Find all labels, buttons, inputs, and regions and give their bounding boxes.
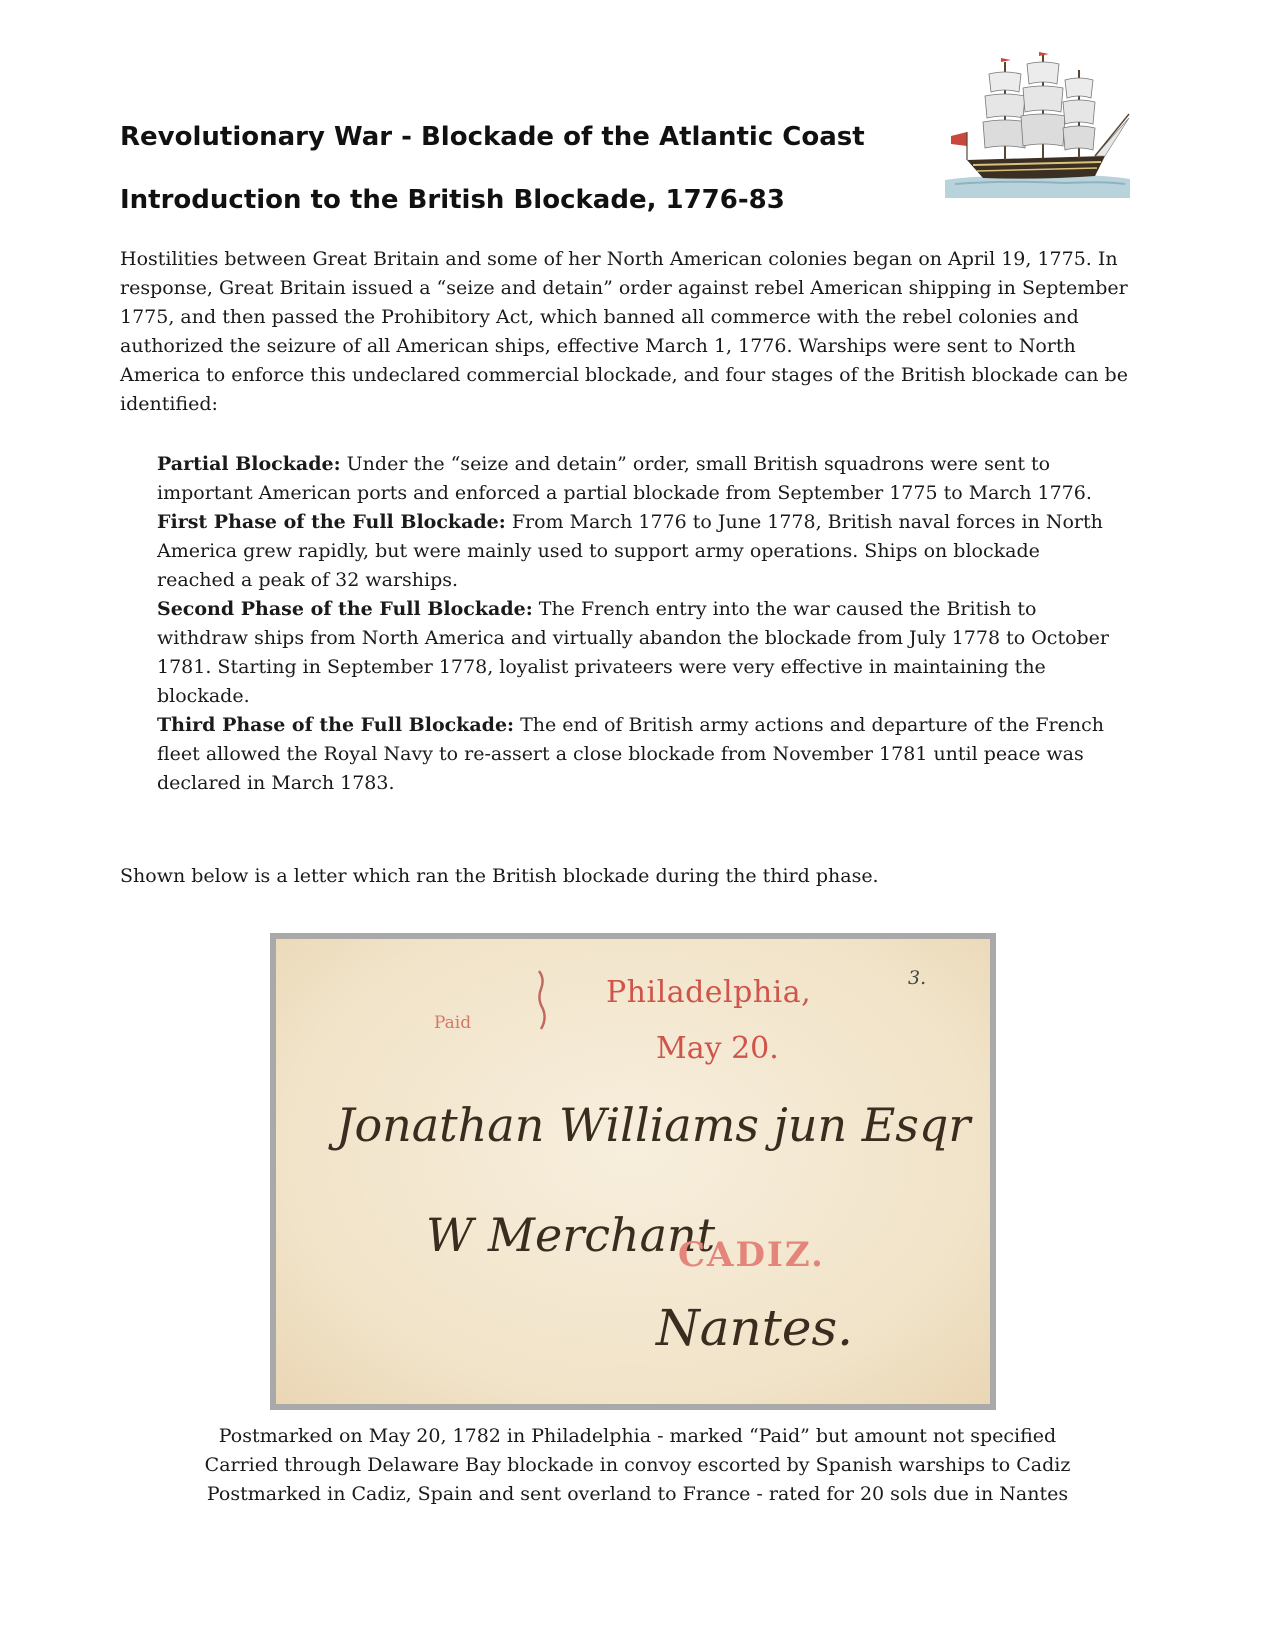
stage-heading: Partial Blockade: (157, 453, 341, 475)
stage-item (157, 450, 1117, 508)
intro-paragraph: Hostilities between Great Britain and some of her North American colonies began on April 19, 1775. In response, Great Britain issued a “seize and detain” order against rebel American shipping in September 1775, and then passed the Prohibitory Act, which banned all commerce with the rebel colonies and authorized the seizure of all American ships, effective March 1, 1776. Warships were sent to North America to enforce this undeclared commercial blockade, and four stages of the British blockade can be identified: (120, 248, 1128, 415)
philadelphia-postmark: Philadelphia, (606, 975, 812, 1010)
address-line-1: Jonathan Williams jun Esqr (336, 1098, 971, 1152)
stage-item (157, 595, 1117, 711)
handwritten-address (276, 939, 990, 1404)
stage-text: The French entry into the war caused the British to withdraw ships from North America and virtually abandon the blockade from July 1778 to October 1781. Starting in September 1778, loyalist privateers were very effective in maintaining the blockade. (157, 598, 1110, 707)
stage-heading: First Phase of the Full Blockade: (157, 511, 506, 533)
stage-item (157, 508, 1117, 595)
cadiz-postmark: CADIZ. (678, 1235, 825, 1275)
rate-marking: 3. (908, 967, 927, 989)
letter-intro-text: Shown below is a letter which ran the British blockade during the third phase. (120, 865, 879, 887)
address-line-3: Nantes. (656, 1299, 853, 1357)
stage-heading: Third Phase of the Full Blockade: (157, 714, 515, 736)
cover-captions (0, 1422, 1275, 1509)
date-postmark: May 20. (656, 1031, 779, 1066)
stage-heading: Second Phase of the Full Blockade: (157, 598, 533, 620)
blockade-stages-list (157, 450, 1117, 798)
page-title: Revolutionary War - Blockade of the Atlantic Coast (120, 122, 865, 153)
caption-line: Carried through Delaware Bay blockade in convoy escorted by Spanish warships to Cadiz (204, 1454, 1071, 1476)
stage-item (157, 711, 1117, 798)
paid-postmark: Paid (434, 1013, 472, 1033)
stage-text: From March 1776 to June 1778, British naval forces in North America grew rapidly, but were mainly used to support army operations. Ships on blockade reached a peak of 32 warships. (157, 511, 1103, 591)
caption-line: Postmarked in Cadiz, Spain and sent overland to France - rated for 20 sols due in Nantes (206, 1483, 1069, 1505)
caption-line: Postmarked on May 20, 1782 in Philadelphia - marked “Paid” but amount not specified (218, 1425, 1057, 1447)
sailing-warship-illustration (945, 52, 1130, 198)
page-subtitle: Introduction to the British Blockade, 1776-83 (120, 184, 785, 215)
stage-text: Under the “seize and detain” order, small British squadrons were sent to important American ports and enforced a partial blockade from September 1775 to March 1776. (157, 453, 1092, 504)
address-line-2: W Merchant (426, 1208, 716, 1262)
stampless-cover-image (270, 933, 996, 1410)
stage-text: The end of British army actions and departure of the French fleet allowed the Royal Navy to re-assert a close blockade from November 1781 until peace was declared in March 1783. (157, 714, 1104, 794)
